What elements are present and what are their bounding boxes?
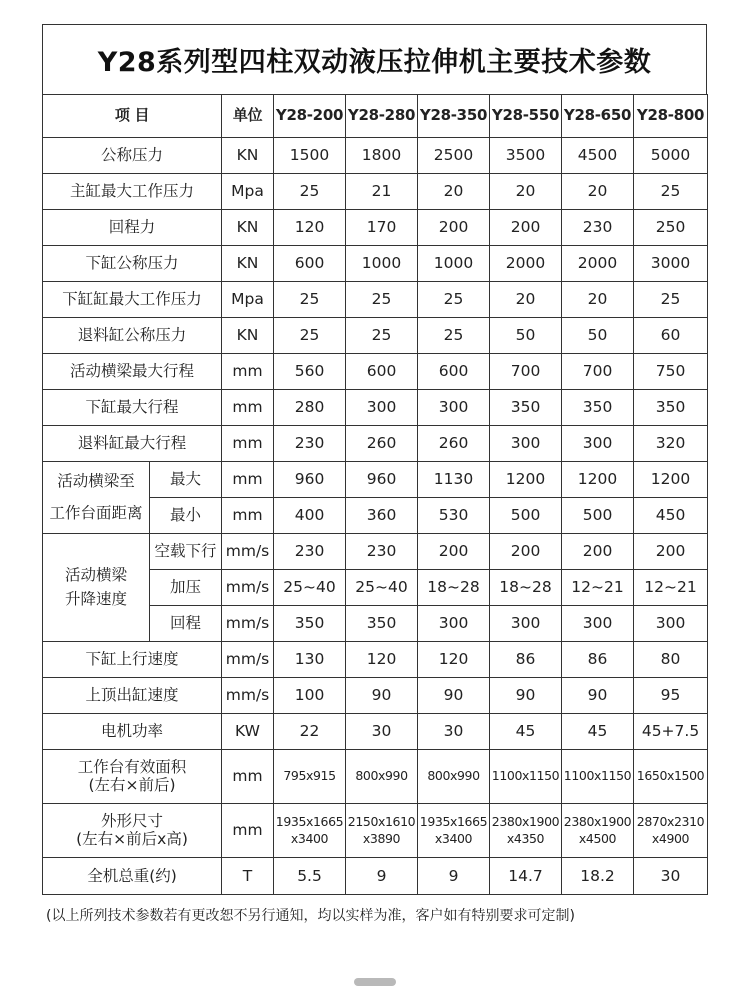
cell-value: 1100x1150: [490, 750, 562, 804]
row-unit: Mpa: [222, 174, 274, 210]
row-unit: mm: [222, 750, 274, 804]
cell-value: 130: [274, 642, 346, 678]
cell-value: 230: [346, 534, 418, 570]
table-row: [43, 714, 708, 750]
cell-value: 700: [490, 354, 562, 390]
cell-value: 800x990: [346, 750, 418, 804]
cell-value: 300: [562, 606, 634, 642]
row-label-line: (左右×前后): [88, 775, 176, 794]
cell-value: 45+7.5: [634, 714, 708, 750]
cell-value: 300: [346, 390, 418, 426]
spec-sheet: [42, 24, 707, 895]
cell-value: 25: [274, 282, 346, 318]
cell-value: 300: [634, 606, 708, 642]
group-label-line: 活动横梁至: [57, 471, 135, 490]
cell-value: 50: [490, 318, 562, 354]
cell-value: 30: [346, 714, 418, 750]
row-label: 下缸最大行程: [43, 390, 222, 426]
cell-value: [274, 804, 346, 858]
cell-value: 2000: [562, 246, 634, 282]
cell-value: 25: [418, 282, 490, 318]
cell-value: 1200: [490, 462, 562, 498]
cell-value: 25: [346, 318, 418, 354]
dim-line: x4350: [506, 830, 545, 846]
cell-value: 700: [562, 354, 634, 390]
cell-value: 350: [346, 606, 418, 642]
table-row: [43, 462, 708, 498]
cell-value: 20: [418, 174, 490, 210]
cell-value: 3000: [634, 246, 708, 282]
cell-value: 3500: [490, 138, 562, 174]
header-model: Y28-800: [634, 95, 708, 138]
cell-value: 12~21: [562, 570, 634, 606]
cell-value: 200: [418, 534, 490, 570]
cell-value: 120: [418, 642, 490, 678]
cell-value: 18~28: [418, 570, 490, 606]
row-unit: mm/s: [222, 678, 274, 714]
row-unit: Mpa: [222, 282, 274, 318]
dim-line: x3890: [362, 830, 401, 846]
cell-value: 300: [418, 390, 490, 426]
page-title: Y28系列型四柱双动液压拉伸机主要技术参数: [42, 24, 707, 94]
cell-value: [346, 804, 418, 858]
row-unit: mm: [222, 426, 274, 462]
cell-value: 300: [562, 426, 634, 462]
cell-value: 60: [634, 318, 708, 354]
group-label-line: 工作台面距离: [49, 503, 143, 522]
cell-value: 350: [274, 606, 346, 642]
cell-value: 360: [346, 498, 418, 534]
cell-value: 300: [490, 606, 562, 642]
cell-value: 320: [634, 426, 708, 462]
row-label-line: 外形尺寸: [101, 811, 164, 830]
cell-value: 300: [418, 606, 490, 642]
row-label: [43, 750, 222, 804]
table-row: [43, 750, 708, 804]
cell-value: 500: [562, 498, 634, 534]
table-row: [43, 318, 708, 354]
table-row: [43, 858, 708, 895]
row-label: [43, 804, 222, 858]
cell-value: 25: [274, 318, 346, 354]
cell-value: 5.5: [274, 858, 346, 895]
cell-value: 350: [562, 390, 634, 426]
cell-value: 260: [346, 426, 418, 462]
cell-value: 200: [490, 534, 562, 570]
cell-value: 14.7: [490, 858, 562, 895]
cell-value: 25: [634, 282, 708, 318]
cell-value: 90: [418, 678, 490, 714]
cell-value: 280: [274, 390, 346, 426]
dim-line: x4900: [651, 830, 690, 846]
row-unit: KN: [222, 138, 274, 174]
header-model: Y28-650: [562, 95, 634, 138]
cell-value: 230: [562, 210, 634, 246]
cell-value: 20: [562, 282, 634, 318]
sub-label: 最小: [150, 498, 222, 534]
cell-value: 1000: [346, 246, 418, 282]
cell-value: 20: [490, 282, 562, 318]
sub-label: 回程: [150, 606, 222, 642]
dim-line: x3400: [434, 830, 473, 846]
cell-value: 25: [274, 174, 346, 210]
cell-value: 50: [562, 318, 634, 354]
cell-value: 120: [346, 642, 418, 678]
cell-value: 86: [490, 642, 562, 678]
cell-value: 200: [418, 210, 490, 246]
dim-line: 2380x1900: [491, 813, 560, 829]
dim-line: x3400: [290, 830, 329, 846]
dim-line: x4500: [578, 830, 617, 846]
table-row: [43, 138, 708, 174]
cell-value: 230: [274, 534, 346, 570]
cell-value: 400: [274, 498, 346, 534]
scroll-handle[interactable]: [354, 978, 396, 986]
header-model: Y28-280: [346, 95, 418, 138]
header-item: 项 目: [43, 95, 222, 138]
cell-value: 100: [274, 678, 346, 714]
table-row: [43, 678, 708, 714]
cell-value: 530: [418, 498, 490, 534]
row-label: 退料缸公称压力: [43, 318, 222, 354]
group-label-line: 活动横梁: [64, 565, 127, 584]
cell-value: 18.2: [562, 858, 634, 895]
dim-line: 2380x1900: [563, 813, 632, 829]
cell-value: 9: [418, 858, 490, 895]
cell-value: 1650x1500: [634, 750, 708, 804]
cell-value: 4500: [562, 138, 634, 174]
cell-value: 90: [346, 678, 418, 714]
group-label-speed: [43, 534, 150, 642]
cell-value: 25~40: [346, 570, 418, 606]
table-row: [43, 246, 708, 282]
cell-value: 500: [490, 498, 562, 534]
table-row: [43, 426, 708, 462]
cell-value: 45: [562, 714, 634, 750]
cell-value: 2500: [418, 138, 490, 174]
cell-value: 200: [634, 534, 708, 570]
cell-value: 1500: [274, 138, 346, 174]
group-label-line: 升降速度: [64, 589, 127, 608]
cell-value: 560: [274, 354, 346, 390]
dim-line: 1935x1665: [275, 813, 344, 829]
header-row: [43, 95, 708, 138]
group-label-distance: [43, 462, 150, 534]
header-model: Y28-550: [490, 95, 562, 138]
sub-label: 最大: [150, 462, 222, 498]
header-model: Y28-350: [418, 95, 490, 138]
cell-value: 1000: [418, 246, 490, 282]
row-unit: mm/s: [222, 606, 274, 642]
cell-value: [418, 804, 490, 858]
row-unit: mm: [222, 462, 274, 498]
cell-value: 230: [274, 426, 346, 462]
cell-value: 1800: [346, 138, 418, 174]
cell-value: 25: [418, 318, 490, 354]
dim-line: 2870x2310: [636, 813, 705, 829]
cell-value: 600: [346, 354, 418, 390]
cell-value: 260: [418, 426, 490, 462]
row-unit: mm/s: [222, 570, 274, 606]
row-label: 电机功率: [43, 714, 222, 750]
table-row: [43, 642, 708, 678]
table-row: [43, 354, 708, 390]
dim-line: 1935x1665: [419, 813, 488, 829]
cell-value: 25: [346, 282, 418, 318]
cell-value: 1130: [418, 462, 490, 498]
row-unit: mm: [222, 354, 274, 390]
cell-value: 250: [634, 210, 708, 246]
cell-value: 90: [490, 678, 562, 714]
row-unit: T: [222, 858, 274, 895]
cell-value: 90: [562, 678, 634, 714]
cell-value: 12~21: [634, 570, 708, 606]
cell-value: 18~28: [490, 570, 562, 606]
row-label: 下缸上行速度: [43, 642, 222, 678]
cell-value: 30: [418, 714, 490, 750]
cell-value: [562, 804, 634, 858]
cell-value: 1200: [634, 462, 708, 498]
row-label: 下缸公称压力: [43, 246, 222, 282]
header-model: Y28-200: [274, 95, 346, 138]
cell-value: 170: [346, 210, 418, 246]
cell-value: 80: [634, 642, 708, 678]
row-label-line: (左右×前后x高): [76, 829, 188, 848]
header-unit: 单位: [222, 95, 274, 138]
cell-value: 120: [274, 210, 346, 246]
cell-value: 86: [562, 642, 634, 678]
cell-value: 25: [634, 174, 708, 210]
cell-value: 5000: [634, 138, 708, 174]
row-unit: KN: [222, 318, 274, 354]
row-unit: mm: [222, 804, 274, 858]
cell-value: 95: [634, 678, 708, 714]
cell-value: 200: [562, 534, 634, 570]
row-unit: mm: [222, 498, 274, 534]
cell-value: 350: [490, 390, 562, 426]
cell-value: 600: [274, 246, 346, 282]
cell-value: 300: [490, 426, 562, 462]
row-label-line: 工作台有效面积: [77, 757, 187, 776]
row-unit: KN: [222, 210, 274, 246]
table-row: [43, 282, 708, 318]
table-row: [43, 534, 708, 570]
row-unit: mm/s: [222, 534, 274, 570]
cell-value: 750: [634, 354, 708, 390]
spec-table: [42, 94, 708, 895]
cell-value: [490, 804, 562, 858]
row-label: 全机总重(约): [43, 858, 222, 895]
footnote: (以上所列技术参数若有更改恕不另行通知，均以实样为准，客户如有特别要求可定制): [46, 908, 575, 924]
cell-value: 22: [274, 714, 346, 750]
cell-value: 20: [562, 174, 634, 210]
row-label: 公称压力: [43, 138, 222, 174]
cell-value: 2000: [490, 246, 562, 282]
cell-value: 21: [346, 174, 418, 210]
row-unit: mm/s: [222, 642, 274, 678]
cell-value: 800x990: [418, 750, 490, 804]
cell-value: 9: [346, 858, 418, 895]
sub-label: 加压: [150, 570, 222, 606]
row-label: 回程力: [43, 210, 222, 246]
row-label: 退料缸最大行程: [43, 426, 222, 462]
cell-value: 1200: [562, 462, 634, 498]
dim-line: 2150x1610: [347, 813, 416, 829]
cell-value: 960: [346, 462, 418, 498]
cell-value: 1100x1150: [562, 750, 634, 804]
cell-value: 200: [490, 210, 562, 246]
cell-value: 450: [634, 498, 708, 534]
cell-value: [634, 804, 708, 858]
sub-label: 空载下行: [150, 534, 222, 570]
row-unit: KN: [222, 246, 274, 282]
row-label: 下缸缸最大工作压力: [43, 282, 222, 318]
cell-value: 25~40: [274, 570, 346, 606]
row-label: 活动横梁最大行程: [43, 354, 222, 390]
cell-value: 350: [634, 390, 708, 426]
cell-value: 30: [634, 858, 708, 895]
row-unit: mm: [222, 390, 274, 426]
cell-value: 795x915: [274, 750, 346, 804]
cell-value: 960: [274, 462, 346, 498]
table-row: [43, 804, 708, 858]
table-row: [43, 174, 708, 210]
row-unit: KW: [222, 714, 274, 750]
cell-value: 600: [418, 354, 490, 390]
cell-value: 20: [490, 174, 562, 210]
table-row: [43, 210, 708, 246]
table-row: [43, 390, 708, 426]
row-label: 上顶出缸速度: [43, 678, 222, 714]
row-label: 主缸最大工作压力: [43, 174, 222, 210]
cell-value: 45: [490, 714, 562, 750]
